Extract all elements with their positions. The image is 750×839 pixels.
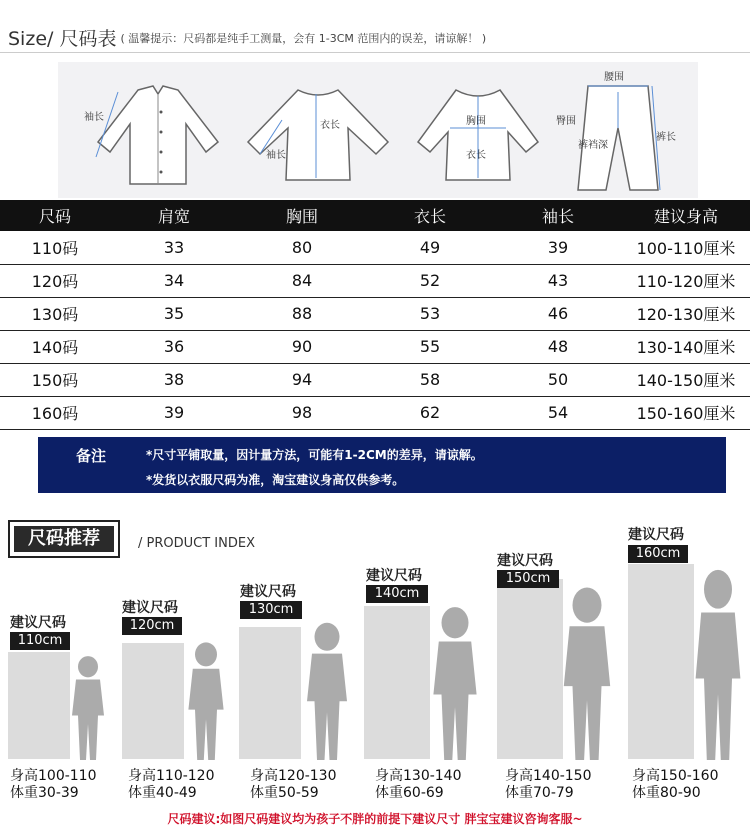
pants-length-label: 裤长 <box>656 132 676 143</box>
page-subtitle: ( 温馨提示：尺码都是纯手工测量，会有 1-3CM 范围内的误差，请谅解！ ) <box>120 31 487 45</box>
table-cell: 34 <box>110 264 238 297</box>
header-divider <box>0 52 750 53</box>
table-cell: 130-140厘米 <box>622 330 750 363</box>
table-cell: 35 <box>110 297 238 330</box>
size-recommend-badge <box>8 520 120 558</box>
recommend-size-tag: 130cm <box>240 601 302 619</box>
shirt-sleeve-label: 袖长 <box>84 112 104 123</box>
child-silhouette <box>68 654 108 760</box>
height-bar <box>8 652 70 759</box>
recommend-size-tag: 140cm <box>366 585 428 603</box>
table-cell: 50 <box>494 363 622 396</box>
recommend-height: 身高120-130 <box>250 768 337 784</box>
table-cell: 100-110厘米 <box>622 231 750 264</box>
recommend-stats <box>375 768 462 802</box>
recommend-size-tag: 110cm <box>10 632 70 650</box>
table-cell: 98 <box>238 396 366 429</box>
recommend-stats <box>250 768 337 802</box>
recommend-size-tag: 160cm <box>628 545 688 563</box>
table-cell: 110-120厘米 <box>622 264 750 297</box>
table-cell: 58 <box>366 363 494 396</box>
size-recommend-title: 尺码推荐 <box>14 526 114 552</box>
col-header: 胸围 <box>238 200 366 231</box>
table-cell: 38 <box>110 363 238 396</box>
col-header: 尺码 <box>0 200 110 231</box>
sweater-diagram <box>238 62 398 198</box>
recommend-label: 建议尺码 <box>10 615 66 631</box>
height-bar <box>122 643 184 759</box>
table-cell: 88 <box>238 297 366 330</box>
table-cell: 84 <box>238 264 366 297</box>
recommend-weight: 体重60-69 <box>375 785 444 801</box>
table-cell: 140-150厘米 <box>622 363 750 396</box>
height-bar <box>239 627 301 759</box>
sweater-length-label: 衣长 <box>320 120 340 131</box>
table-cell: 55 <box>366 330 494 363</box>
col-header: 袖长 <box>494 200 622 231</box>
sweater-sleeve-label: 袖长 <box>266 150 286 161</box>
table-cell: 130码 <box>0 297 110 330</box>
table-cell: 48 <box>494 330 622 363</box>
table-cell: 150-160厘米 <box>622 396 750 429</box>
child-silhouette <box>428 604 482 760</box>
page-title: Size/ 尺码表 <box>8 28 117 50</box>
table-cell: 39 <box>110 396 238 429</box>
pants-rise-label: 裤裆深 <box>578 140 608 151</box>
pants-diagram <box>538 62 698 198</box>
table-row <box>0 363 750 396</box>
recommend-height: 身高110-120 <box>128 768 215 784</box>
size-table <box>0 200 750 430</box>
table-row <box>0 231 750 264</box>
measurement-diagrams <box>58 62 698 198</box>
recommend-label: 建议尺码 <box>366 568 422 584</box>
tee-chest-label: 胸围 <box>466 116 486 127</box>
pants-hip-label: 臀围 <box>556 116 576 127</box>
recommend-height: 身高140-150 <box>505 768 592 784</box>
notes-panel <box>38 437 726 493</box>
table-cell: 33 <box>110 231 238 264</box>
notes-label: 备注 <box>76 447 107 465</box>
height-bar <box>497 579 563 759</box>
recommend-weight: 体重80-90 <box>632 785 701 801</box>
recommend-label: 建议尺码 <box>628 527 684 543</box>
notes-line: *尺寸平铺取量，因计量方法，可能有1-2CM的差异，请谅解。 <box>146 448 483 462</box>
recommend-label: 建议尺码 <box>240 584 296 600</box>
recommend-weight: 体重70-79 <box>505 785 574 801</box>
child-silhouette <box>558 584 616 760</box>
table-cell: 49 <box>366 231 494 264</box>
pants-waist-label: 腰围 <box>604 72 624 83</box>
table-row <box>0 330 750 363</box>
recommend-weight: 体重40-49 <box>128 785 197 801</box>
recommend-size-tag: 120cm <box>122 617 182 635</box>
recommend-size-tag: 150cm <box>497 570 559 588</box>
recommend-label: 建议尺码 <box>497 553 553 569</box>
table-header-row <box>0 200 750 231</box>
recommend-weight: 体重30-39 <box>10 785 79 801</box>
size-chart-header <box>8 24 486 52</box>
table-cell: 90 <box>238 330 366 363</box>
table-cell: 94 <box>238 363 366 396</box>
col-header: 建议身高 <box>622 200 750 231</box>
tee-length-label: 衣长 <box>466 150 486 161</box>
notes-line: *发货以衣服尺码为准，淘宝建议身高仅供参考。 <box>146 473 405 487</box>
height-bar <box>628 564 694 759</box>
table-cell: 150码 <box>0 363 110 396</box>
table-cell: 54 <box>494 396 622 429</box>
table-cell: 39 <box>494 231 622 264</box>
recommend-weight: 体重50-59 <box>250 785 319 801</box>
table-row <box>0 396 750 429</box>
recommend-height: 身高150-160 <box>632 768 719 784</box>
footer-note: 尺码建议:如图尺码建议均为孩子不胖的前提下建议尺寸 胖宝宝建议咨询客服~ <box>167 812 583 826</box>
col-header: 肩宽 <box>110 200 238 231</box>
table-cell: 36 <box>110 330 238 363</box>
table-cell: 110码 <box>0 231 110 264</box>
recommend-label: 建议尺码 <box>122 600 178 616</box>
child-silhouette <box>302 620 352 760</box>
table-cell: 52 <box>366 264 494 297</box>
recommend-stats <box>632 768 719 802</box>
height-bar <box>364 606 430 759</box>
recommend-height: 身高100-110 <box>10 768 97 784</box>
table-cell: 62 <box>366 396 494 429</box>
recommend-stats <box>128 768 215 802</box>
table-cell: 160码 <box>0 396 110 429</box>
child-silhouette <box>690 566 746 760</box>
shirt-diagram <box>78 62 238 198</box>
table-cell: 120码 <box>0 264 110 297</box>
col-header: 衣长 <box>366 200 494 231</box>
table-cell: 46 <box>494 297 622 330</box>
table-row <box>0 297 750 330</box>
table-cell: 120-130厘米 <box>622 297 750 330</box>
recommend-height: 身高130-140 <box>375 768 462 784</box>
table-cell: 80 <box>238 231 366 264</box>
recommend-stats <box>505 768 592 802</box>
table-cell: 53 <box>366 297 494 330</box>
table-row <box>0 264 750 297</box>
size-recommend-subtitle: / PRODUCT INDEX <box>138 536 255 551</box>
recommend-stats <box>10 768 97 802</box>
tee-diagram <box>398 62 558 198</box>
table-cell: 43 <box>494 264 622 297</box>
child-silhouette <box>184 640 228 760</box>
table-cell: 140码 <box>0 330 110 363</box>
